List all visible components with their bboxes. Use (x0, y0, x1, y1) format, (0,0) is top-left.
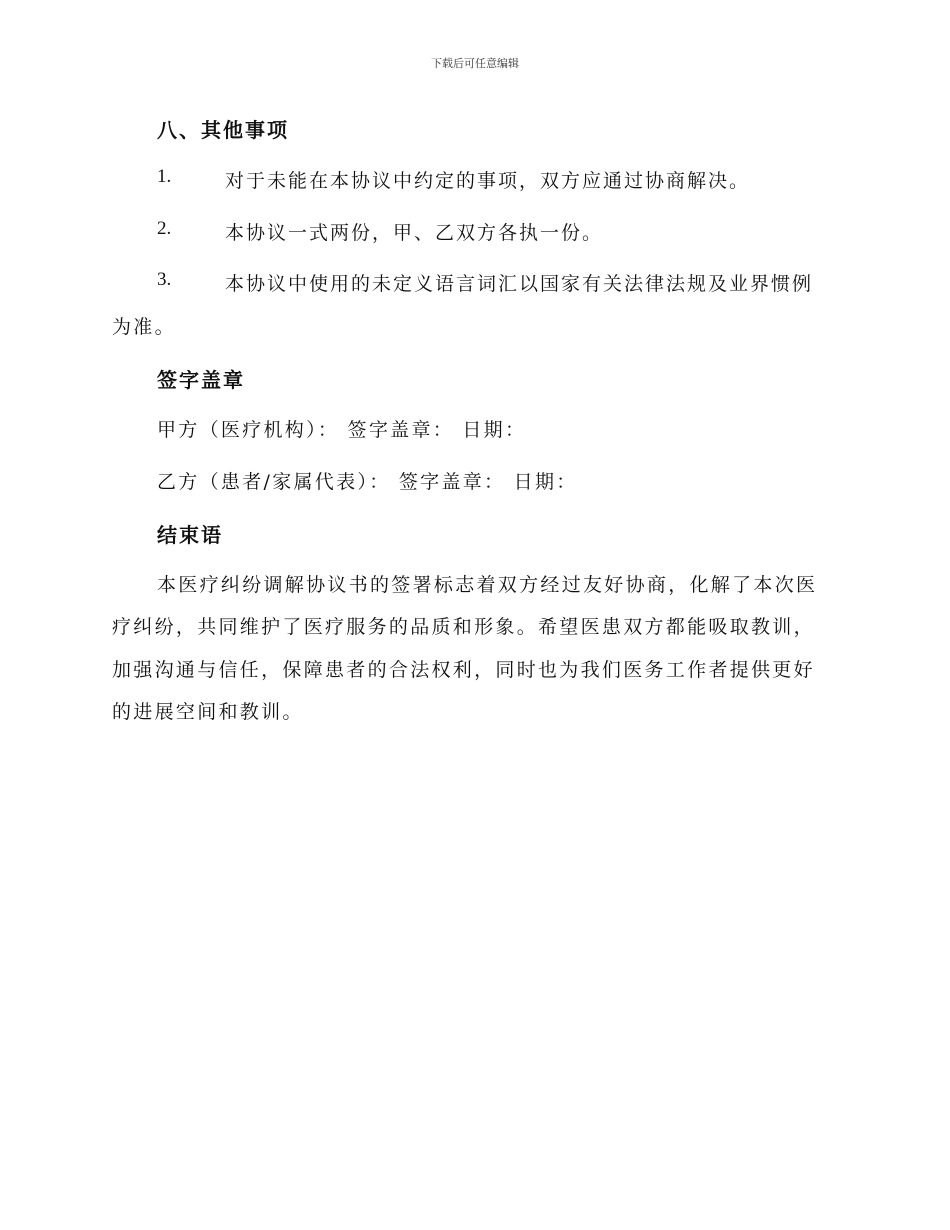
signature-line-party-a: 甲方（医疗机构）： 签字盖章： 日期： (157, 419, 527, 441)
list-item-text: 本协议一式两份，甲、乙双方各执一份。 (225, 222, 604, 244)
list-item-continuation: 为准。 (112, 316, 176, 338)
section-heading-closing: 结束语 (157, 523, 223, 547)
signature-line-party-b: 乙方（患者/家属代表）： 签字盖章： 日期： (157, 471, 578, 493)
section-heading-signature: 签字盖章 (157, 368, 245, 392)
list-item-number: 2. (157, 218, 172, 239)
list-item-text: 对于未能在本协议中约定的事项，双方应通过协商解决。 (225, 170, 751, 192)
list-item-number: 1. (157, 166, 172, 187)
closing-paragraph-line: 的进展空间和教训。 (112, 701, 304, 723)
page-header: 下载后可任意编辑 (431, 57, 519, 70)
closing-paragraph-line: 本医疗纠纷调解协议书的签署标志着双方经过友好协商，化解了本次医 (157, 574, 818, 596)
closing-paragraph-line: 疗纠纷，共同维护了医疗服务的品质和形象。希望医患双方都能吸取教训， (112, 616, 815, 638)
list-item-number: 3. (157, 269, 172, 290)
closing-paragraph-line: 加强沟通与信任，保障患者的合法权利，同时也为我们医务工作者提供更好 (112, 659, 815, 681)
list-item-text: 本协议中使用的未定义语言词汇以国家有关法律法规及业界惯例 (225, 273, 814, 295)
section-heading-other-matters: 八、其他事项 (157, 118, 289, 142)
